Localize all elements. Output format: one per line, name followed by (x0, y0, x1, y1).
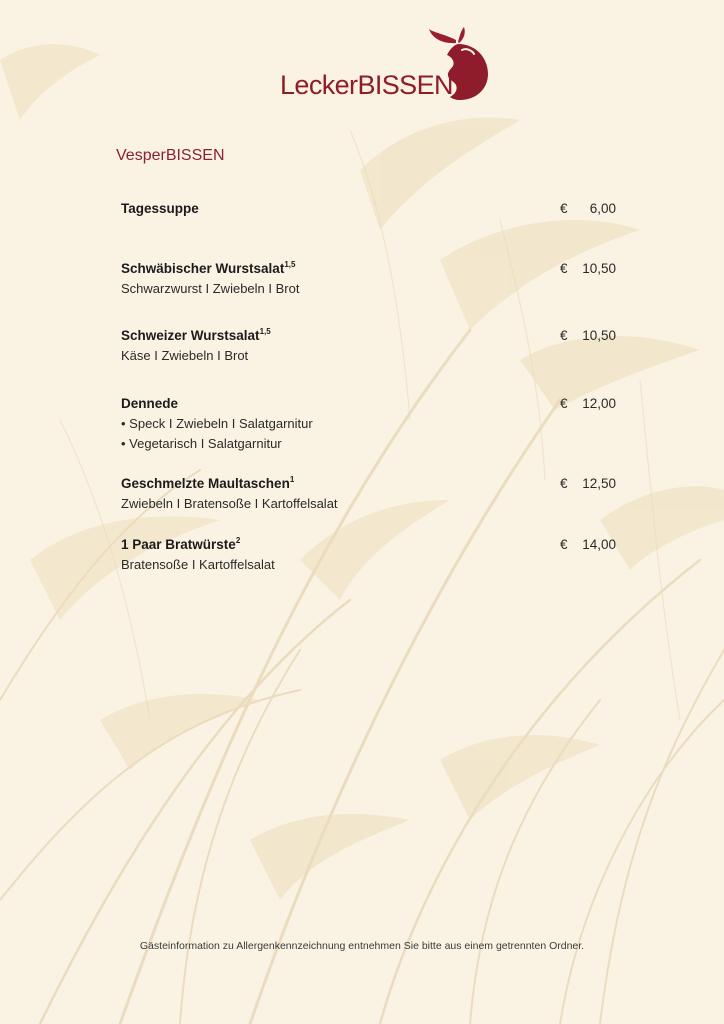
section-title: VesperBISSEN (116, 147, 225, 164)
menu-item-price (560, 474, 616, 494)
menu-item-name: Tagessuppe (121, 201, 199, 216)
menu-item-description: Schwarzwurst I Zwiebeln I Brot (121, 281, 300, 296)
currency-symbol: € (560, 261, 568, 276)
menu-item (121, 259, 616, 299)
menu-item-name: Schwäbischer Wurstsalat$^{1,5}$ (121, 260, 296, 276)
brand-wordmark: LeckerBISSEN (280, 70, 453, 100)
currency-symbol: € (560, 328, 568, 343)
menu-item-name: Schweizer Wurstsalat$^{1,5}$ (121, 327, 271, 343)
menu-item-description: • Speck I Zwiebeln I Salatgarnitur (121, 416, 313, 431)
bitten-apple-logo-icon (426, 24, 492, 104)
menu-item-description: • Vegetarisch I Salatgarnitur (121, 436, 282, 451)
menu-item-price (560, 199, 616, 219)
menu-item-description: Zwiebeln I Bratensoße I Kartoffelsalat (121, 496, 338, 511)
menu-item (121, 326, 616, 366)
currency-symbol: € (560, 396, 568, 411)
menu-item-description: Bratensoße I Kartoffelsalat (121, 557, 275, 572)
price-value: 14,00 (582, 537, 616, 552)
menu-item-description: Käse I Zwiebeln I Brot (121, 348, 249, 363)
menu-item-name: 1 Paar Bratwürste$^2$ (121, 536, 241, 552)
allergen-info-note: Gästeinformation zu Allergenkennzeichnung entnehmen Sie bitte aus einem getrennten Ordner. (139, 940, 585, 952)
menu-item-price (560, 535, 616, 555)
menu-item (121, 199, 616, 219)
price-value: 12,50 (582, 476, 616, 491)
brand-logo (280, 24, 492, 104)
menu-item-price (560, 326, 616, 346)
currency-symbol: € (560, 537, 568, 552)
menu-item (121, 474, 616, 514)
menu-item-name: Geschmelzte Maultaschen$^1$ (121, 475, 295, 491)
menu-item-price (560, 259, 616, 279)
allergen-marker: 1,5 (259, 327, 271, 336)
menu-item (121, 394, 616, 454)
price-value: 10,50 (582, 261, 616, 276)
price-value: 10,50 (582, 328, 616, 343)
currency-symbol: € (560, 201, 568, 216)
menu-item-price (560, 394, 616, 414)
price-value: 6,00 (589, 201, 616, 216)
menu-item (121, 535, 616, 575)
allergen-marker: 2 (235, 536, 241, 545)
menu-item-name: Dennede (121, 396, 179, 411)
price-value: 12,00 (582, 396, 616, 411)
currency-symbol: € (560, 476, 568, 491)
allergen-marker: 1 (289, 475, 295, 484)
allergen-marker: 1,5 (284, 260, 296, 269)
